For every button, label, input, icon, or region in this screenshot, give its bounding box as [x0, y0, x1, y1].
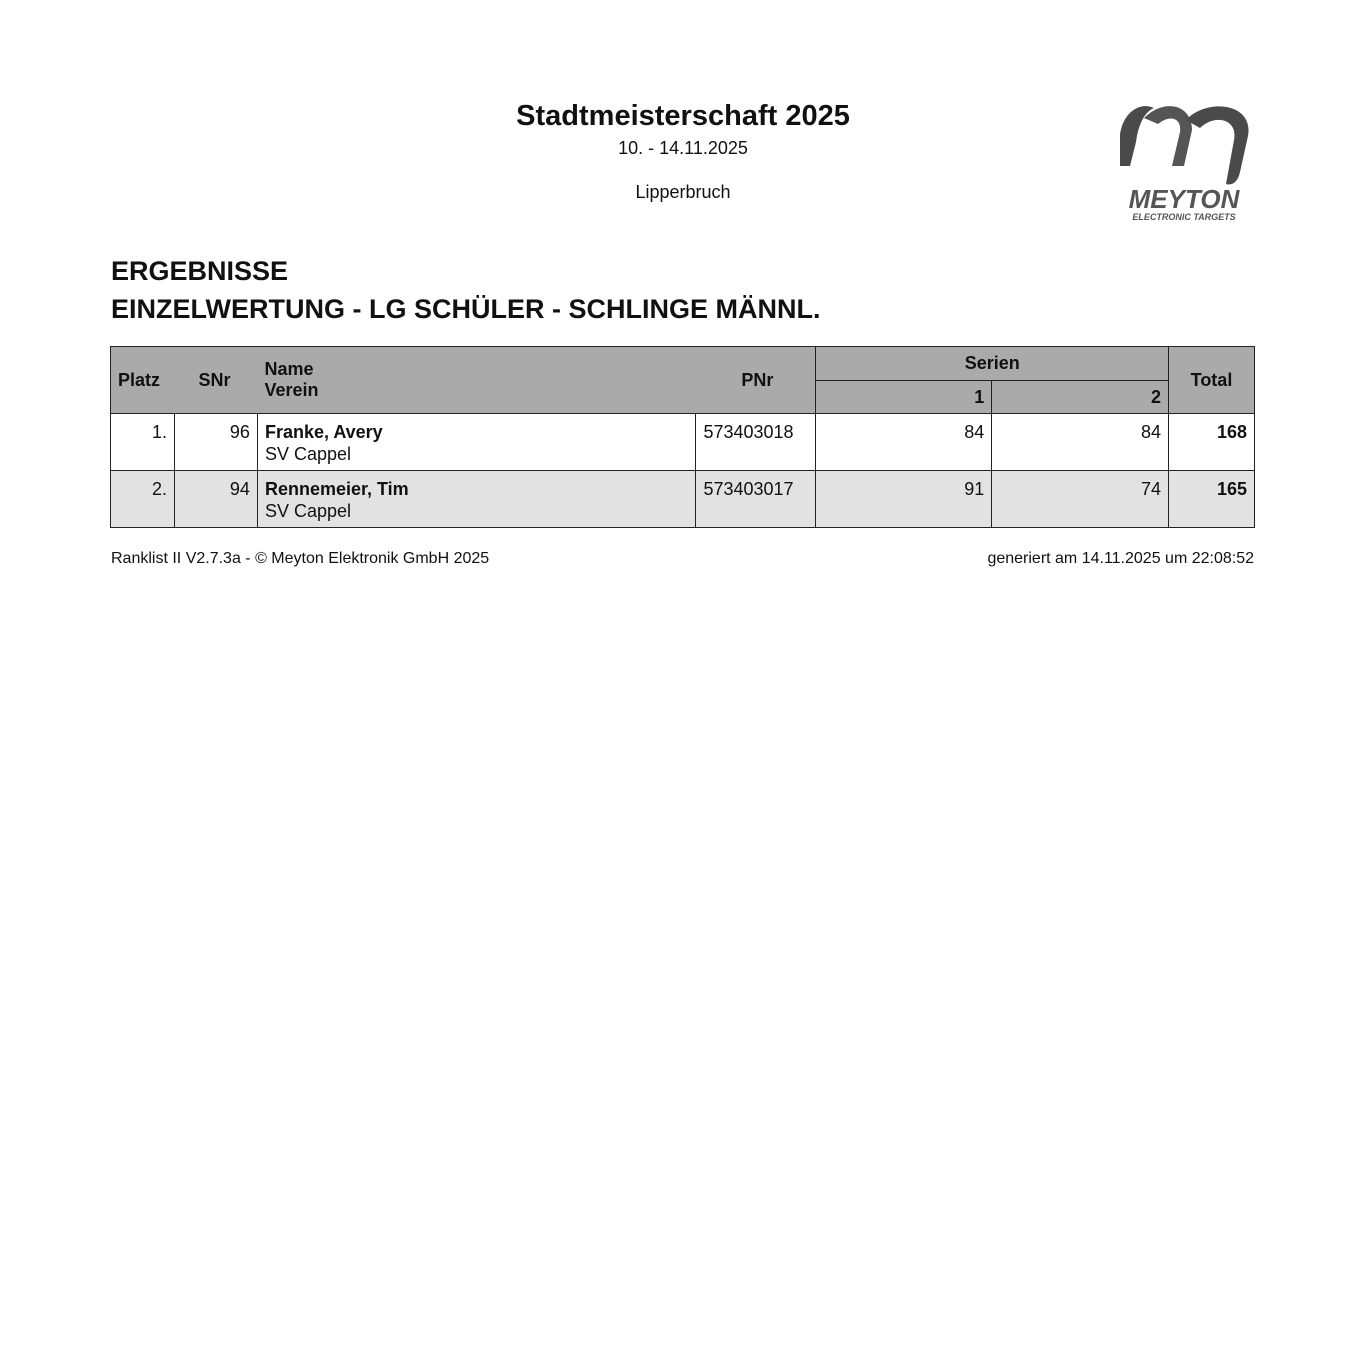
section-title: ERGEBNISSE [111, 256, 289, 286]
cell-name: Rennemeier, Tim [264, 479, 409, 499]
cell-platz: 2. [111, 471, 175, 528]
cell-serie-2: 74 [992, 471, 1169, 528]
event-dates: 10. - 14.11.2025 [618, 138, 748, 158]
cell-total: 165 [1169, 471, 1255, 528]
cell-name-verein [257, 414, 696, 471]
table-row [111, 471, 1255, 528]
event-title: Stadtmeisterschaft 2025 [516, 100, 850, 132]
meyton-logo [1114, 96, 1254, 224]
cell-total: 168 [1169, 414, 1255, 471]
col-header-name-verein [257, 347, 696, 414]
col-header-total: Total [1169, 347, 1255, 414]
table-row [111, 414, 1255, 471]
col-header-verein: Verein [264, 380, 319, 400]
col-header-serie-2: 2 [992, 381, 1169, 414]
col-header-pnr: PNr [696, 347, 816, 414]
section-heading [111, 252, 820, 328]
cell-snr: 94 [174, 471, 257, 528]
col-header-serie-1: 1 [816, 381, 992, 414]
cell-platz: 1. [111, 414, 175, 471]
cell-serie-2: 84 [992, 414, 1169, 471]
meyton-logo-icon [1114, 96, 1254, 224]
cell-name-verein [257, 471, 696, 528]
col-header-platz: Platz [111, 347, 175, 414]
section-subtitle: EINZELWERTUNG - LG SCHÜLER - SCHLINGE MÄNNL. [111, 294, 821, 324]
col-header-serien: Serien [816, 347, 1169, 381]
cell-pnr: 573403017 [696, 471, 816, 528]
footer-generated: generiert am 14.11.2025 um 22:08:52 [987, 550, 1254, 567]
event-venue: Lipperbruch [635, 182, 731, 202]
results-table [110, 346, 1255, 528]
cell-pnr: 573403018 [696, 414, 816, 471]
col-header-snr: SNr [174, 347, 257, 414]
cell-name: Franke, Avery [264, 422, 383, 442]
logo-tagline: ELECTRONIC TARGETS [1132, 212, 1236, 222]
col-header-name: Name [264, 359, 314, 379]
footer-copyright: Ranklist II V2.7.3a - © Meyton Elektronik GmbH 2025 [111, 550, 490, 567]
cell-verein: SV Cappel [264, 501, 352, 521]
logo-wordmark: MEYTON [1128, 184, 1240, 214]
cell-serie-1: 91 [816, 471, 992, 528]
cell-serie-1: 84 [816, 414, 992, 471]
cell-verein: SV Cappel [264, 444, 352, 464]
cell-snr: 96 [174, 414, 257, 471]
